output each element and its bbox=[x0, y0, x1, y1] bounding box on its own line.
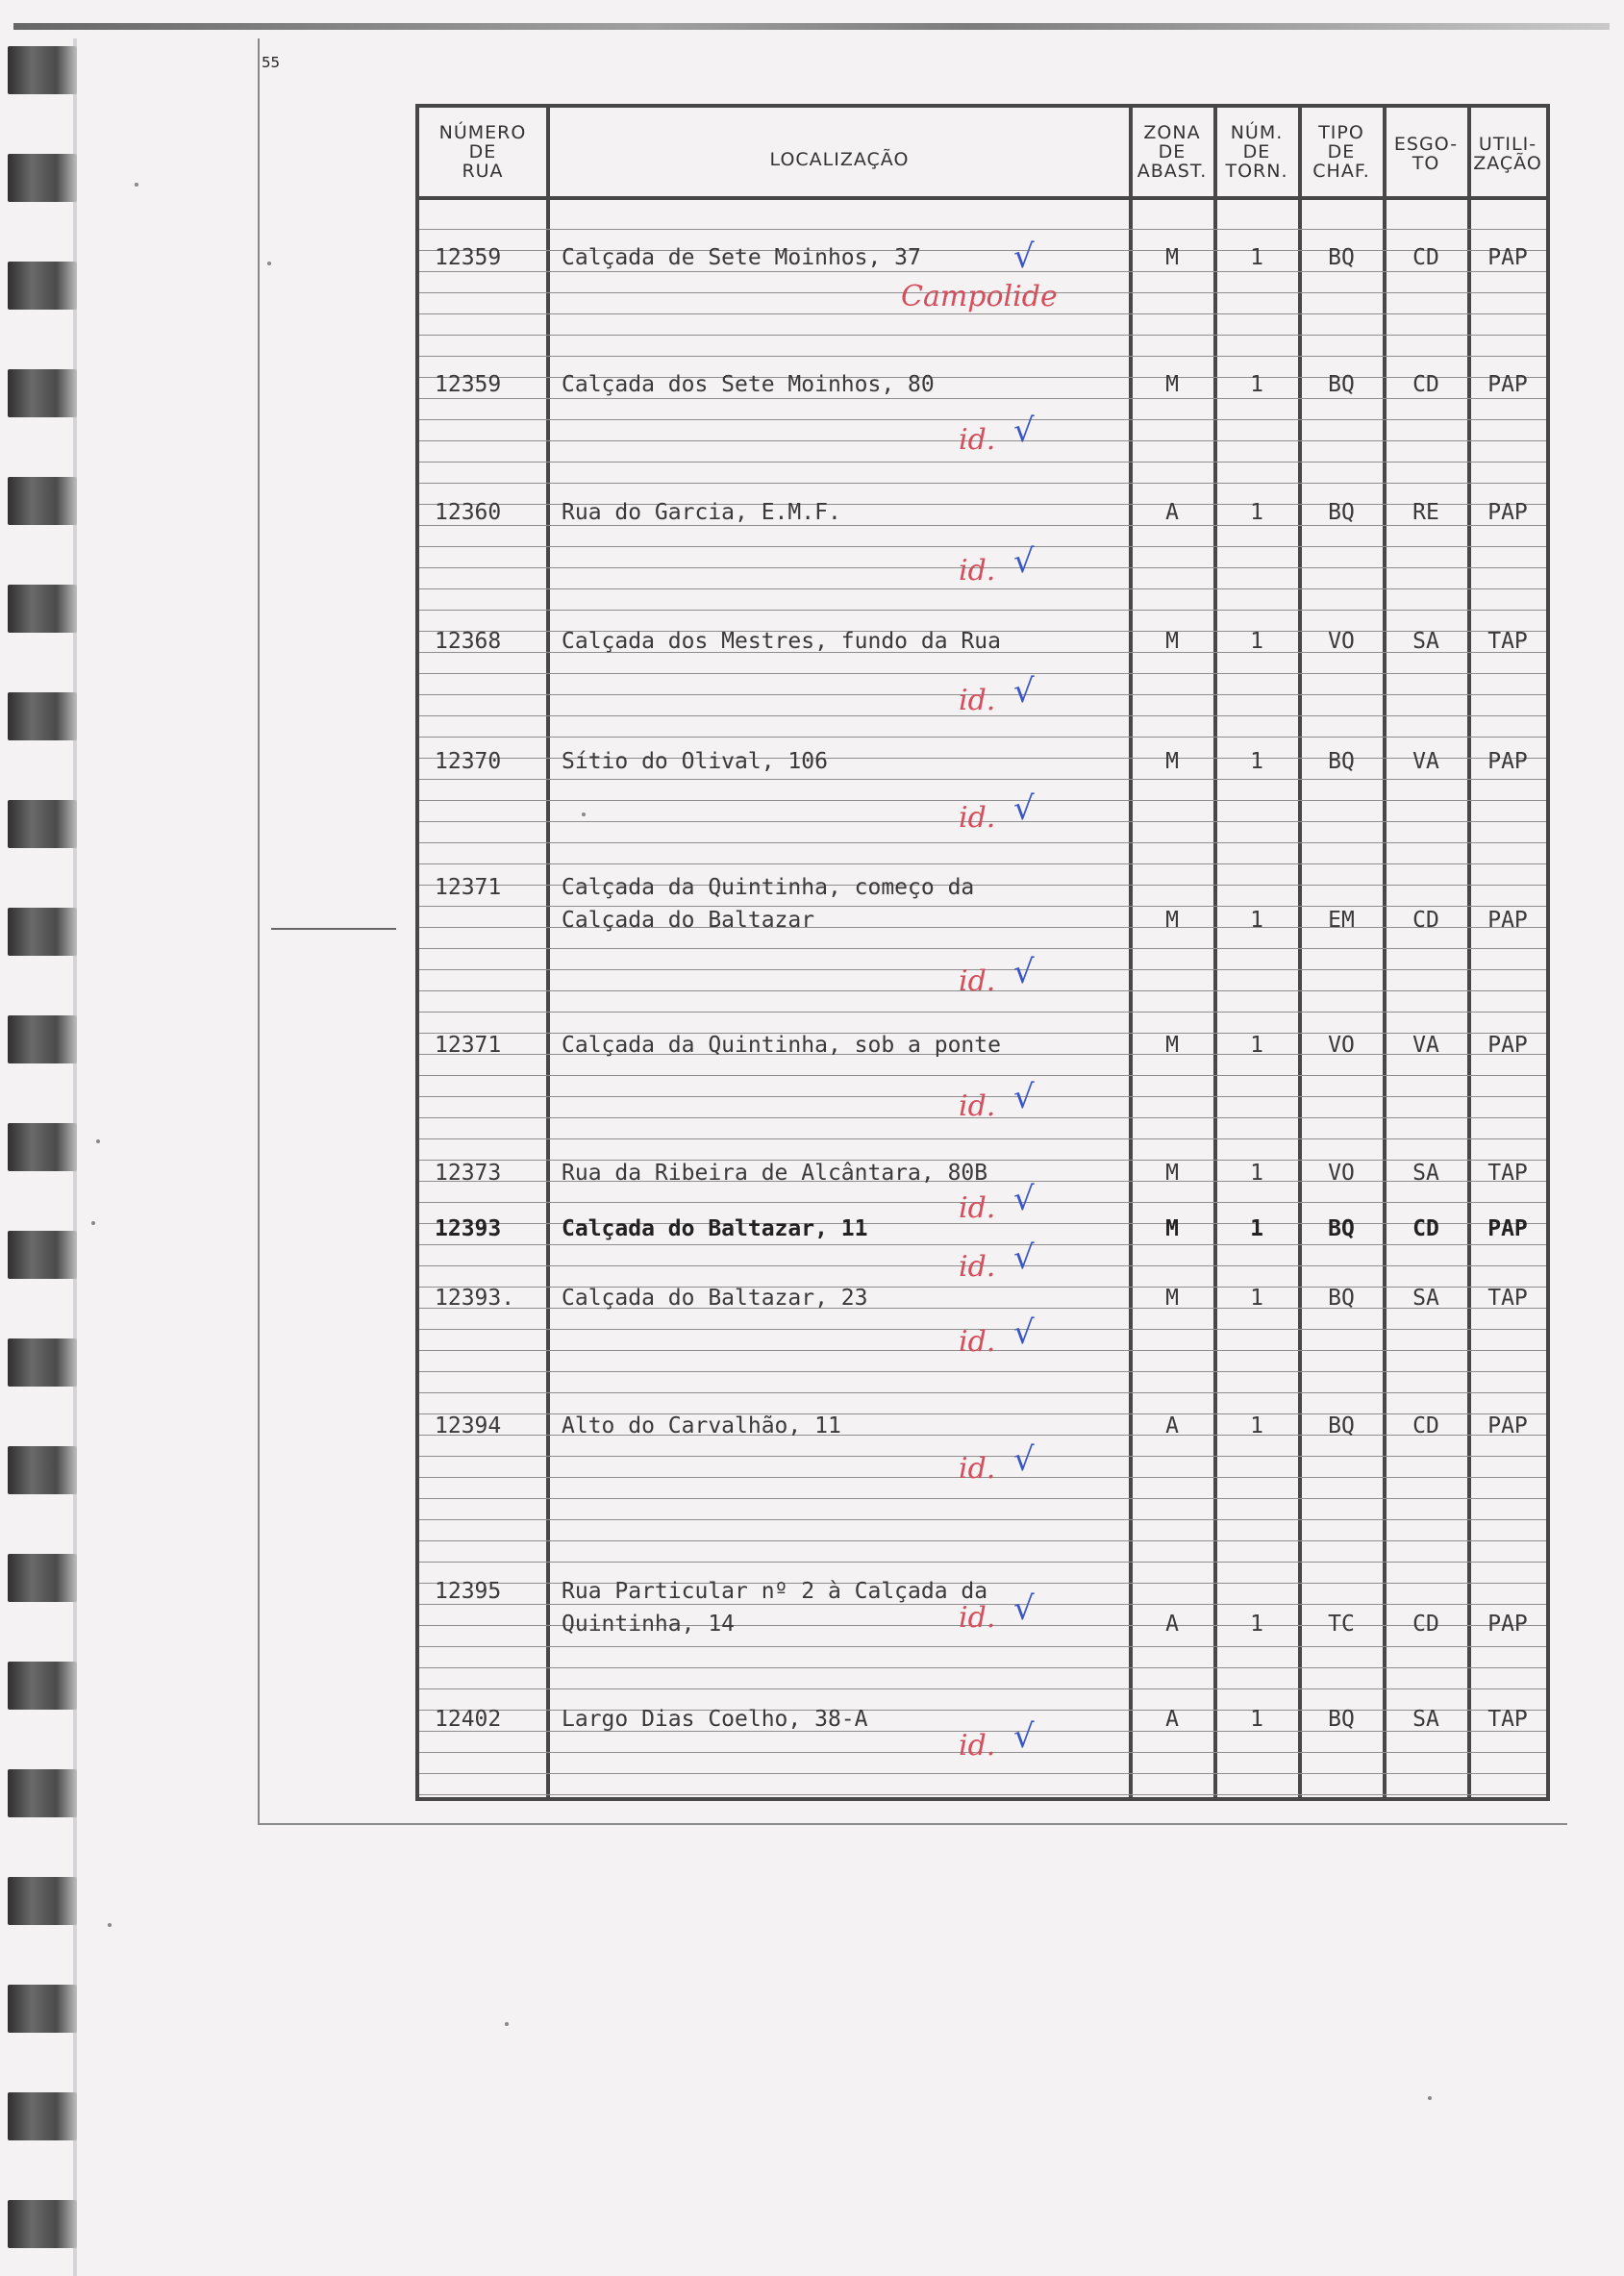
cell-esgoto: RE bbox=[1412, 500, 1439, 525]
checkmark-icon: √ bbox=[1013, 1589, 1035, 1628]
cell-tipo: BQ bbox=[1328, 245, 1355, 270]
cell-zona: M bbox=[1165, 1216, 1179, 1241]
ruled-line bbox=[419, 610, 1546, 611]
cell-torn: 1 bbox=[1250, 1413, 1263, 1438]
handwritten-note: id. bbox=[959, 1191, 996, 1225]
cell-esgoto: SA bbox=[1412, 1161, 1439, 1186]
water-fountain-register-table bbox=[415, 104, 1550, 1801]
binding-hole bbox=[8, 262, 77, 310]
cell-tipo: BQ bbox=[1328, 1413, 1355, 1438]
cell-torn: 1 bbox=[1250, 1033, 1263, 1058]
cell-esgoto: SA bbox=[1412, 1707, 1439, 1732]
paper-speck bbox=[96, 1139, 100, 1143]
paper-speck bbox=[91, 1221, 95, 1225]
ruled-line bbox=[419, 948, 1546, 949]
paper-speck bbox=[505, 2022, 509, 2026]
binding-hole bbox=[8, 369, 77, 417]
cell-numero-de-rua: 12360 bbox=[435, 500, 502, 525]
cell-tipo: BQ bbox=[1328, 749, 1355, 774]
binding-hole bbox=[8, 154, 77, 202]
cell-torn: 1 bbox=[1250, 1216, 1263, 1241]
ruled-line bbox=[419, 313, 1546, 314]
header-numero-de-rua: NÚMERO DE RUA bbox=[438, 122, 527, 182]
checkmark-icon: √ bbox=[1013, 1313, 1035, 1352]
cell-torn: 1 bbox=[1250, 1286, 1263, 1311]
handwritten-note: id. bbox=[959, 1250, 996, 1284]
cell-util: PAP bbox=[1487, 245, 1528, 270]
cell-zona: A bbox=[1165, 1707, 1179, 1732]
handwritten-note: id. bbox=[959, 1325, 996, 1359]
handwritten-note: id. bbox=[959, 1089, 996, 1123]
cell-localizacao: Calçada da Quintinha, sob a ponte bbox=[562, 1033, 1001, 1058]
cell-util: TAP bbox=[1487, 1286, 1528, 1311]
cell-localizacao: Calçada do Baltazar, 11 bbox=[562, 1216, 868, 1241]
ruled-line bbox=[419, 737, 1546, 738]
ruled-line bbox=[419, 546, 1546, 547]
ruled-line bbox=[419, 863, 1546, 864]
cell-localizacao: Calçada dos Sete Moinhos, 80 bbox=[562, 372, 935, 397]
ruled-line bbox=[419, 1371, 1546, 1372]
frame-left-border bbox=[258, 38, 260, 1825]
cell-zona: M bbox=[1165, 1286, 1179, 1311]
cell-tipo: BQ bbox=[1328, 1216, 1355, 1241]
cell-tipo: TC bbox=[1328, 1612, 1355, 1637]
cell-numero-de-rua: 12393. bbox=[435, 1286, 515, 1311]
cell-torn: 1 bbox=[1250, 1161, 1263, 1186]
cell-torn: 1 bbox=[1250, 749, 1263, 774]
binding-hole bbox=[8, 1769, 77, 1817]
binding-hole bbox=[8, 1446, 77, 1494]
margin-line bbox=[271, 928, 396, 930]
cell-torn: 1 bbox=[1250, 245, 1263, 270]
checkmark-icon: √ bbox=[1013, 1440, 1035, 1479]
page-number: 55 bbox=[262, 54, 281, 71]
binding-hole bbox=[8, 46, 77, 94]
ruled-line bbox=[419, 1646, 1546, 1647]
cell-localizacao: Calçada de Sete Moinhos, 37 bbox=[562, 245, 921, 270]
handwritten-note: id. bbox=[959, 423, 996, 457]
cell-zona: M bbox=[1165, 908, 1179, 933]
cell-tipo: BQ bbox=[1328, 372, 1355, 397]
cell-numero-de-rua: 12371 bbox=[435, 875, 502, 900]
binding-hole bbox=[8, 800, 77, 848]
header-localizacao: LOCALIZAÇÃO bbox=[769, 149, 910, 170]
cell-localizacao: Rua do Garcia, E.M.F. bbox=[562, 500, 841, 525]
cell-zona: A bbox=[1165, 500, 1179, 525]
cell-util: PAP bbox=[1487, 1216, 1528, 1241]
cell-tipo: BQ bbox=[1328, 1286, 1355, 1311]
binding-hole bbox=[8, 908, 77, 956]
cell-torn: 1 bbox=[1250, 1612, 1263, 1637]
cell-esgoto: SA bbox=[1412, 629, 1439, 654]
handwritten-note: id. bbox=[959, 684, 996, 717]
cell-torn: 1 bbox=[1250, 500, 1263, 525]
checkmark-icon: √ bbox=[1013, 789, 1035, 828]
cell-util: TAP bbox=[1487, 629, 1528, 654]
cell-util: PAP bbox=[1487, 1612, 1528, 1637]
cell-localizacao: Rua Particular nº 2 à Calçada da Quintinha, 14 bbox=[562, 1579, 988, 1637]
binding-hole bbox=[8, 2092, 77, 2140]
checkmark-icon: √ bbox=[1013, 953, 1035, 991]
ruled-line bbox=[419, 335, 1546, 336]
table-border bbox=[415, 104, 1550, 1801]
cell-esgoto: CD bbox=[1412, 908, 1439, 933]
cell-tipo: EM bbox=[1328, 908, 1355, 933]
paper-speck bbox=[135, 183, 138, 187]
column-divider bbox=[1213, 104, 1217, 1801]
cell-numero-de-rua: 12368 bbox=[435, 629, 502, 654]
cell-util: PAP bbox=[1487, 500, 1528, 525]
cell-esgoto: CD bbox=[1412, 372, 1439, 397]
cell-tipo: BQ bbox=[1328, 500, 1355, 525]
handwritten-note: id. bbox=[959, 554, 996, 588]
header-zona-de-abast: ZONA DE ABAST. bbox=[1137, 122, 1208, 182]
cell-esgoto: CD bbox=[1412, 1612, 1439, 1637]
ruled-line bbox=[419, 1794, 1546, 1795]
cell-zona: M bbox=[1165, 372, 1179, 397]
cell-localizacao: Largo Dias Coelho, 38-A bbox=[562, 1707, 868, 1732]
ruled-line bbox=[419, 673, 1546, 674]
column-divider bbox=[1129, 104, 1133, 1801]
header-utilizacao: UTILI- ZAÇÃO bbox=[1473, 134, 1542, 174]
paper-speck bbox=[1428, 2096, 1432, 2100]
cell-zona: A bbox=[1165, 1612, 1179, 1637]
checkmark-icon: √ bbox=[1013, 542, 1035, 581]
checkmark-icon: √ bbox=[1013, 672, 1035, 711]
cell-esgoto: SA bbox=[1412, 1286, 1439, 1311]
ruled-line bbox=[419, 1012, 1546, 1013]
header-esgoto: ESGO- TO bbox=[1393, 134, 1459, 174]
ruled-line bbox=[419, 1773, 1546, 1774]
cell-torn: 1 bbox=[1250, 372, 1263, 397]
ruled-line bbox=[419, 588, 1546, 589]
cell-tipo: VO bbox=[1328, 1161, 1355, 1186]
cell-numero-de-rua: 12370 bbox=[435, 749, 502, 774]
ruled-line bbox=[419, 1138, 1546, 1139]
checkmark-icon: √ bbox=[1013, 238, 1035, 276]
handwritten-note: id. bbox=[959, 801, 996, 835]
spiral-binding bbox=[0, 38, 83, 2276]
cell-zona: M bbox=[1165, 749, 1179, 774]
cell-esgoto: VA bbox=[1412, 1033, 1439, 1058]
ruled-line bbox=[419, 229, 1546, 230]
cell-localizacao: Calçada da Quintinha, começo da Calçada do Baltazar bbox=[562, 875, 975, 933]
cell-numero-de-rua: 12373 bbox=[435, 1161, 502, 1186]
binding-hole bbox=[8, 1123, 77, 1171]
ruled-line bbox=[419, 779, 1546, 780]
column-divider bbox=[1383, 104, 1387, 1801]
ruled-line bbox=[419, 356, 1546, 357]
column-divider bbox=[546, 104, 550, 1801]
handwritten-note: id. bbox=[959, 1729, 996, 1763]
top-edge-shadow bbox=[13, 23, 1610, 30]
cell-esgoto: CD bbox=[1412, 1216, 1439, 1241]
paper-speck bbox=[108, 1923, 112, 1927]
ruled-line bbox=[419, 462, 1546, 463]
cell-numero-de-rua: 12402 bbox=[435, 1707, 502, 1732]
ruled-line bbox=[419, 1392, 1546, 1393]
cell-localizacao: Rua da Ribeira de Alcântara, 80B bbox=[562, 1161, 988, 1186]
checkmark-icon: √ bbox=[1013, 412, 1035, 450]
ruled-line bbox=[419, 1540, 1546, 1541]
cell-zona: M bbox=[1165, 629, 1179, 654]
ruled-line bbox=[419, 1667, 1546, 1668]
handwritten-note: id. bbox=[959, 964, 996, 998]
cell-numero-de-rua: 12395 bbox=[435, 1579, 502, 1604]
handwritten-note: id. bbox=[959, 1601, 996, 1635]
binding-hole bbox=[8, 692, 77, 740]
column-divider bbox=[1298, 104, 1302, 1801]
cell-util: PAP bbox=[1487, 1033, 1528, 1058]
checkmark-icon: √ bbox=[1013, 1717, 1035, 1756]
binding-hole bbox=[8, 585, 77, 633]
cell-localizacao: Sítio do Olival, 106 bbox=[562, 749, 828, 774]
binding-hole bbox=[8, 1015, 77, 1063]
cell-numero-de-rua: 12359 bbox=[435, 372, 502, 397]
cell-tipo: BQ bbox=[1328, 1707, 1355, 1732]
cell-zona: M bbox=[1165, 245, 1179, 270]
ruled-line bbox=[419, 1562, 1546, 1563]
cell-util: PAP bbox=[1487, 1413, 1528, 1438]
header-tipo-de-chaf: TIPO DE CHAF. bbox=[1312, 122, 1370, 182]
paper-speck bbox=[582, 813, 586, 816]
binding-hole bbox=[8, 477, 77, 525]
cell-util: TAP bbox=[1487, 1161, 1528, 1186]
binding-hole bbox=[8, 1554, 77, 1602]
binding-hole bbox=[8, 2200, 77, 2248]
cell-numero-de-rua: 12394 bbox=[435, 1413, 502, 1438]
cell-util: PAP bbox=[1487, 908, 1528, 933]
cell-util: TAP bbox=[1487, 1707, 1528, 1732]
ruled-line bbox=[419, 483, 1546, 484]
cell-numero-de-rua: 12393 bbox=[435, 1216, 502, 1241]
header-separator bbox=[415, 196, 1550, 200]
cell-numero-de-rua: 12359 bbox=[435, 245, 502, 270]
cell-tipo: VO bbox=[1328, 1033, 1355, 1058]
binding-hole bbox=[8, 1662, 77, 1710]
checkmark-icon: √ bbox=[1013, 1078, 1035, 1116]
ruled-line bbox=[419, 1075, 1546, 1076]
cell-tipo: VO bbox=[1328, 629, 1355, 654]
ruled-line bbox=[419, 1688, 1546, 1689]
binding-hole bbox=[8, 1338, 77, 1387]
binding-hole bbox=[8, 1877, 77, 1925]
cell-torn: 1 bbox=[1250, 629, 1263, 654]
checkmark-icon: √ bbox=[1013, 1238, 1035, 1277]
binding-hole bbox=[8, 1985, 77, 2033]
header-num-de-torn: NÚM. DE TORN. bbox=[1225, 122, 1288, 182]
cell-localizacao: Calçada dos Mestres, fundo da Rua bbox=[562, 629, 1001, 654]
frame-bottom-border bbox=[258, 1823, 1567, 1825]
column-divider bbox=[1467, 104, 1471, 1801]
cell-esgoto: VA bbox=[1412, 749, 1439, 774]
cell-esgoto: CD bbox=[1412, 1413, 1439, 1438]
cell-util: PAP bbox=[1487, 372, 1528, 397]
handwritten-note: Campolide bbox=[901, 280, 1058, 313]
cell-torn: 1 bbox=[1250, 908, 1263, 933]
ruled-line bbox=[419, 1498, 1546, 1499]
cell-localizacao: Calçada do Baltazar, 23 bbox=[562, 1286, 868, 1311]
cell-zona: M bbox=[1165, 1033, 1179, 1058]
paper-speck bbox=[267, 262, 271, 265]
cell-localizacao: Alto do Carvalhão, 11 bbox=[562, 1413, 841, 1438]
cell-torn: 1 bbox=[1250, 1707, 1263, 1732]
cell-numero-de-rua: 12371 bbox=[435, 1033, 502, 1058]
ruled-line bbox=[419, 1519, 1546, 1520]
ruled-line bbox=[419, 842, 1546, 843]
binding-hole bbox=[8, 1231, 77, 1279]
cell-esgoto: CD bbox=[1412, 245, 1439, 270]
checkmark-icon: √ bbox=[1013, 1180, 1035, 1218]
handwritten-note: id. bbox=[959, 1452, 996, 1486]
cell-zona: A bbox=[1165, 1413, 1179, 1438]
cell-util: PAP bbox=[1487, 749, 1528, 774]
cell-zona: M bbox=[1165, 1161, 1179, 1186]
ruled-line bbox=[419, 419, 1546, 420]
